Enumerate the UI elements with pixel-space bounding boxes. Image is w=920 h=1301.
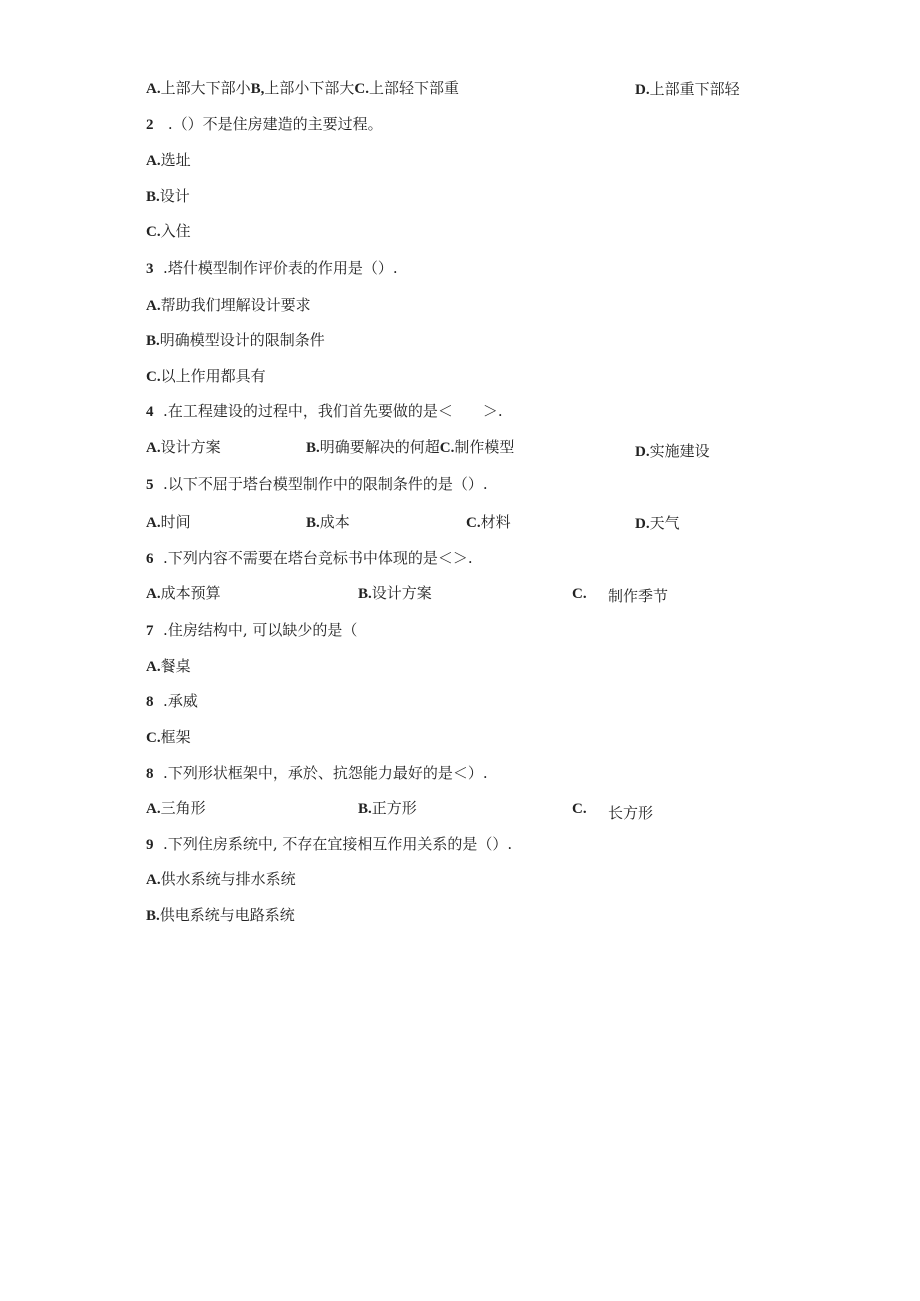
question-3-option-c [146,366,266,387]
option-text: 实施建设 [649,442,710,460]
option-letter: C. [466,515,481,531]
question-text: .塔什模型制作评价表的作用是（）. [163,259,398,277]
option-text: 设计 [159,187,190,205]
question-7-option-c [146,727,191,748]
option-letter: C. [146,730,161,746]
option-text: 天气 [649,514,680,532]
question-6-option-c-text [608,586,668,606]
option-letter: C. [439,440,455,456]
option-letter: B. [146,333,160,349]
question-9-option-a [146,869,296,890]
option-text: 正方形 [371,799,417,817]
question-9-stem [146,834,512,855]
option-letter: A. [146,586,161,602]
option-text: 上部重下部轻 [649,80,740,98]
option-letter: B. [306,515,320,531]
option-letter: A. [146,801,161,817]
question-2-option-b [146,186,190,207]
option-text: 上部小下部大 [264,79,355,97]
option-text: 选址 [160,151,191,169]
option-text: 明确模型设计的限制条件 [159,331,325,349]
question-3-option-a [146,295,311,316]
option-letter: A. [146,872,161,888]
question-number: 7 [146,623,154,639]
option-text: 餐桌 [160,657,191,675]
option-text: 帮助我们埋解设计要求 [160,296,311,314]
option-letter: A. [146,440,161,456]
question-4-option-bc [306,437,514,458]
option-text: .承威 [163,692,198,710]
option-letter: C. [572,586,587,602]
question-5-option-a [146,512,191,533]
option-letter: C. [572,801,587,817]
option-letter: D. [635,82,650,98]
option-text: 上部大下部小 [160,79,251,97]
option-text: 以上作用都具有 [160,367,266,385]
question-text: .（）不是住房建造的主要过程。 [167,115,383,133]
question-8-option-c-letter [572,798,587,819]
question-number: 4 [146,404,154,420]
question-8-option-c-text [608,803,653,823]
option-letter: A. [146,659,161,675]
option-letter: A. [146,298,161,314]
question-4-option-d [635,441,710,462]
option-letter: D. [635,516,650,532]
question-7-option-a [146,656,191,677]
question-number: 3 [146,261,154,277]
option-text: 入住 [160,222,191,240]
option-text: 上部轻下部重 [368,79,459,97]
option-text: 供电系统与电路系统 [159,906,295,924]
option-letter: C. [146,369,161,385]
option-text: 三角形 [160,799,206,817]
question-8-option-a [146,798,206,819]
question-number: 6 [146,551,154,567]
question-number: 2 [146,117,154,133]
question-3-option-b [146,330,325,351]
option-letter: D. [635,444,650,460]
question-9-option-b [146,905,295,926]
option-letter: B. [358,801,372,817]
option-letter: A. [146,153,161,169]
question-6-option-c-letter [572,583,587,604]
question-text: .下列住房系统中, 不存在宜接相互作用关系的是（）. [163,835,513,853]
question-2-option-a [146,150,191,171]
option-letter: A. [146,81,161,97]
option-text: 成本 [319,513,350,531]
question-6-option-b [358,583,432,604]
question-8-option-b [358,798,417,819]
option-text: 设计方案 [371,584,432,602]
option-letter: B. [146,908,160,924]
option-text: 材料 [480,513,511,531]
question-8-stem [146,763,488,784]
question-number: 9 [146,837,154,853]
option-text: 明确要解决的何超 [319,438,440,456]
option-letter: C. [354,81,369,97]
option-letter: B. [146,189,160,205]
question-3-stem [146,258,398,279]
q1-option-d [635,79,740,100]
option-letter: B. [358,586,372,602]
question-text: .下列内容不需要在塔台竞标书中体现的是＜＞. [163,549,473,567]
option-letter: C. [146,224,161,240]
question-5-stem [146,474,488,495]
option-text: 设计方案 [160,438,221,456]
option-text: 长方形 [608,804,654,822]
question-text: .住房结构中, 可以缺少的是（ [163,621,358,639]
option-text: 制作模型 [454,438,515,456]
question-text: .在工程建设的过程中，我们首先要做的是＜ ＞. [163,402,503,420]
question-number: 5 [146,477,154,493]
question-text: .以下不屈于塔台模型制作中的限制条件的是（）. [163,475,488,493]
question-text: .下列形状框架中，承於、抗怨能力最好的是＜）. [163,764,488,782]
question-5-option-b [306,512,350,533]
question-number: 8 [146,766,154,782]
option-text: 框架 [160,728,191,746]
option-text: 制作季节 [608,587,669,605]
question-4-stem [146,401,503,422]
question-2-option-c [146,221,191,242]
question-4-option-a [146,437,221,458]
option-text: 时间 [160,513,191,531]
option-letter: B. [306,440,320,456]
question-6-stem [146,548,473,569]
option-text: 供水系统与排水系统 [160,870,296,888]
option-letter: 8 [146,694,154,710]
option-letter: A. [146,515,161,531]
question-6-option-a [146,583,221,604]
question-5-option-d [635,513,680,534]
question-2-stem [146,114,383,135]
option-letter: B, [250,81,265,97]
question-5-option-c [466,512,511,533]
question-7-stem [146,620,357,641]
option-text: 成本预算 [160,584,221,602]
q1-options-abc [146,78,459,99]
question-7-option-b [146,691,198,712]
